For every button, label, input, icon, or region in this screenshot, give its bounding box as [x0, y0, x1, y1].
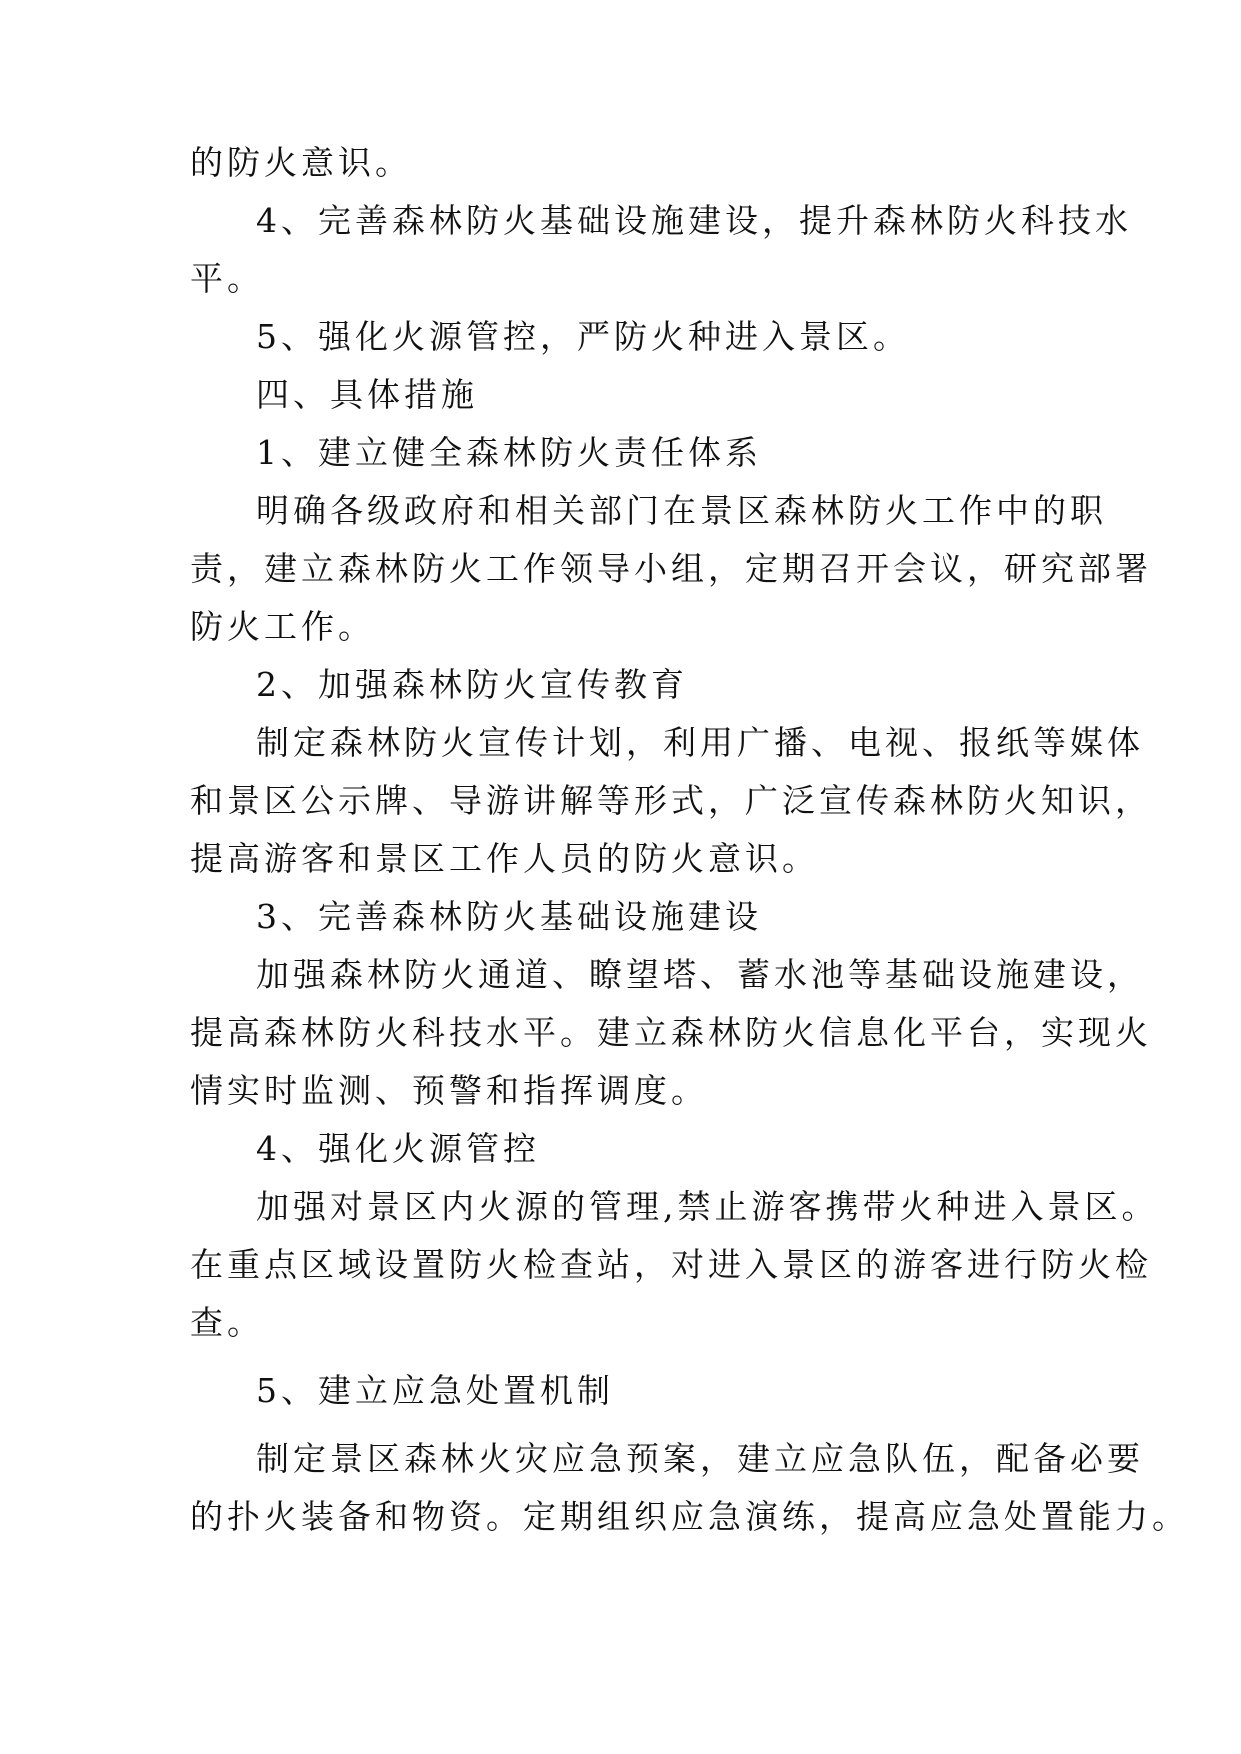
paragraph-line: 查。: [190, 1303, 264, 1342]
subsection-heading: 5、建立应急处置机制: [256, 1371, 614, 1410]
paragraph-line: 和景区公示牌、导游讲解等形式，广泛宣传森林防火知识，: [190, 781, 1152, 820]
paragraph-line: 情实时监测、预警和指挥调度。: [190, 1071, 708, 1110]
paragraph-line: 责，建立森林防火工作领导小组，定期召开会议，研究部署: [190, 549, 1152, 588]
section-heading: 四、具体措施: [256, 375, 478, 414]
paragraph-line: 4、完善森林防火基础设施建设，提升森林防火科技水: [256, 201, 1132, 240]
paragraph-line: 明确各级政府和相关部门在景区森林防火工作中的职: [256, 491, 1107, 530]
paragraph-line: 制定森林防火宣传计划，利用广播、电视、报纸等媒体: [256, 723, 1144, 762]
subsection-heading: 3、完善森林防火基础设施建设: [256, 897, 762, 936]
paragraph-line: 加强森林防火通道、瞭望塔、蓄水池等基础设施建设，: [256, 955, 1144, 994]
paragraph-line: 制定景区森林火灾应急预案，建立应急队伍，配备必要: [256, 1439, 1144, 1478]
paragraph-line: 的防火意识。: [190, 143, 412, 182]
paragraph-line: 提高游客和景区工作人员的防火意识。: [190, 839, 819, 878]
subsection-heading: 2、加强森林防火宣传教育: [256, 665, 688, 704]
paragraph-line: 在重点区域设置防火检查站，对进入景区的游客进行防火检: [190, 1245, 1152, 1284]
paragraph-line: 5、强化火源管控，严防火种进入景区。: [256, 317, 910, 356]
paragraph-line: 防火工作。: [190, 607, 375, 646]
paragraph-line: 提高森林防火科技水平。建立森林防火信息化平台，实现火: [190, 1013, 1152, 1052]
paragraph-line: 加强对景区内火源的管理,禁止游客携带火种进入景区。: [256, 1187, 1159, 1226]
paragraph-line: 平。: [190, 259, 264, 298]
paragraph-line: 的扑火装备和物资。定期组织应急演练，提高应急处置能力。: [190, 1497, 1189, 1536]
subsection-heading: 4、强化火源管控: [256, 1129, 540, 1168]
subsection-heading: 1、建立健全森林防火责任体系: [256, 433, 762, 472]
